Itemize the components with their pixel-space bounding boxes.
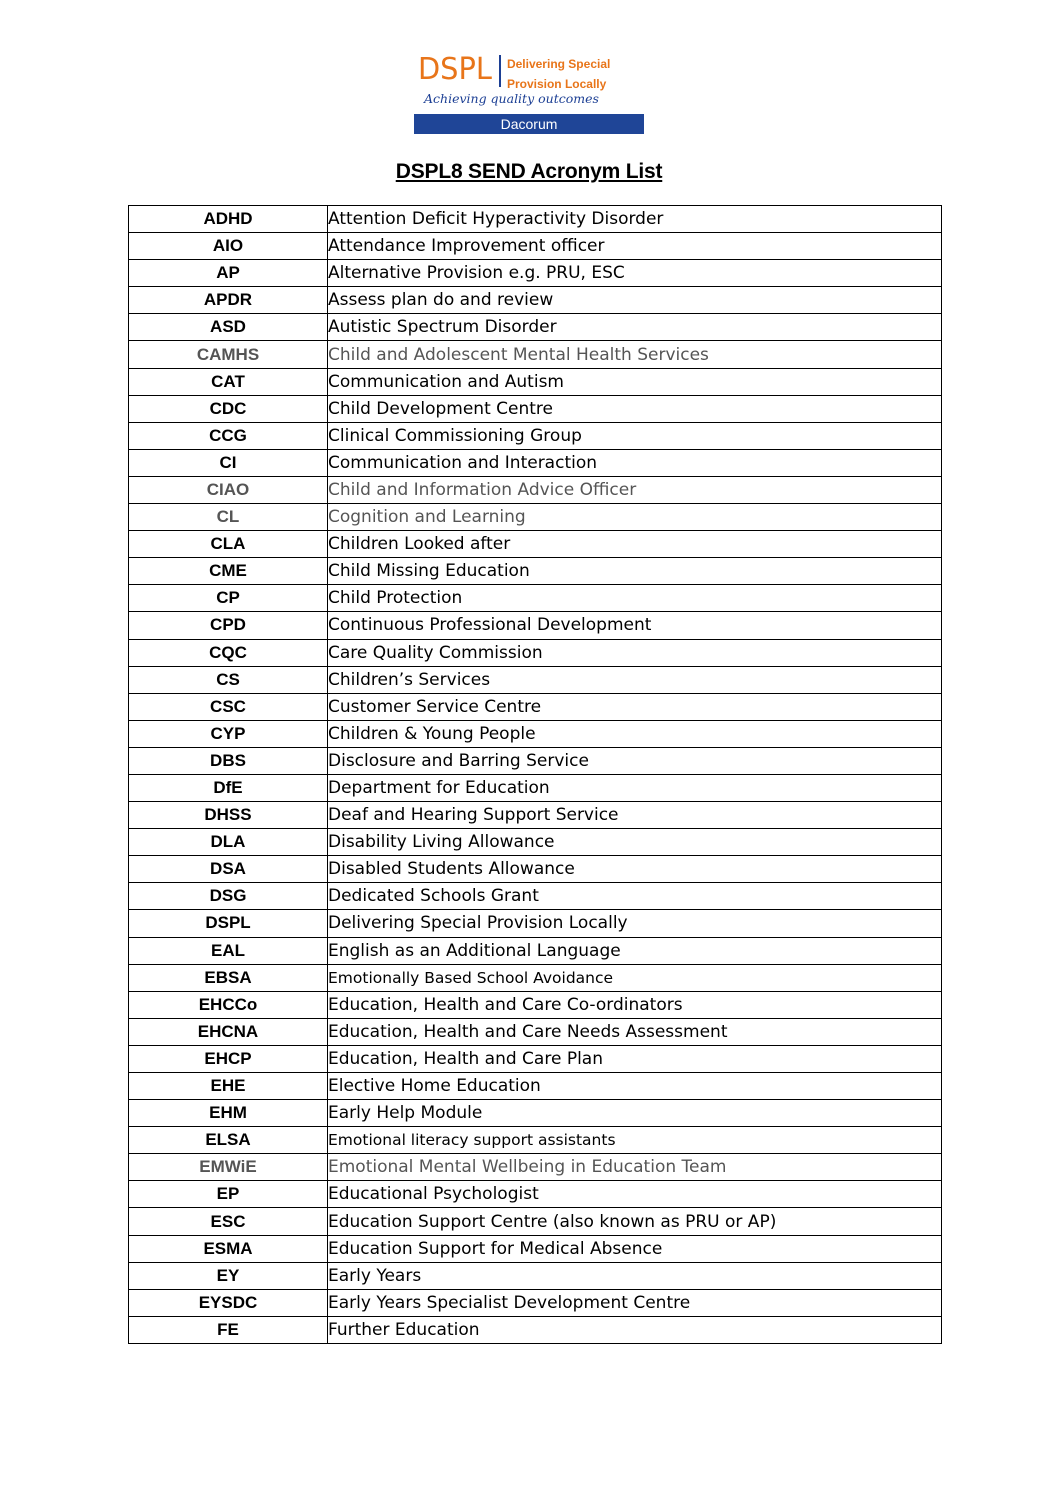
meaning-cell: Child Protection bbox=[328, 585, 942, 612]
meaning-cell: Alternative Provision e.g. PRU, ESC bbox=[328, 260, 942, 287]
meaning-cell: Child Missing Education bbox=[328, 558, 942, 585]
meaning-cell: Assess plan do and review bbox=[328, 287, 942, 314]
table-row bbox=[129, 666, 942, 693]
table-row bbox=[129, 612, 942, 639]
meaning-cell: Deaf and Hearing Support Service bbox=[328, 802, 942, 829]
meaning-cell: Dedicated Schools Grant bbox=[328, 883, 942, 910]
table-row bbox=[129, 558, 942, 585]
meaning-cell: Emotionally Based School Avoidance bbox=[328, 964, 942, 991]
table-row bbox=[129, 422, 942, 449]
acronym-cell: AIO bbox=[129, 233, 328, 260]
meaning-cell: Clinical Commissioning Group bbox=[328, 422, 942, 449]
table-row bbox=[129, 585, 942, 612]
table-row bbox=[129, 856, 942, 883]
meaning-cell: Early Years Specialist Development Centre bbox=[328, 1289, 942, 1316]
meaning-cell: Communication and Interaction bbox=[328, 449, 942, 476]
meaning-cell: Education, Health and Care Plan bbox=[328, 1045, 942, 1072]
meaning-cell: Children & Young People bbox=[328, 720, 942, 747]
meaning-cell: Customer Service Centre bbox=[328, 693, 942, 720]
acronym-cell: CS bbox=[129, 666, 328, 693]
acronym-cell: EBSA bbox=[129, 964, 328, 991]
acronym-cell: EMWiE bbox=[129, 1154, 328, 1181]
table-row bbox=[129, 287, 942, 314]
logo-line1: Delivering Special bbox=[506, 57, 611, 71]
table-row bbox=[129, 774, 942, 801]
meaning-cell: Communication and Autism bbox=[328, 368, 942, 395]
table-row bbox=[129, 476, 942, 503]
acronym-cell: DLA bbox=[129, 829, 328, 856]
acronym-table bbox=[128, 205, 942, 1344]
table-row bbox=[129, 829, 942, 856]
acronym-cell: FE bbox=[129, 1316, 328, 1343]
table-row bbox=[129, 449, 942, 476]
acronym-cell: CAMHS bbox=[129, 341, 328, 368]
table-row bbox=[129, 1045, 942, 1072]
acronym-cell: ESMA bbox=[129, 1235, 328, 1262]
acronym-cell: CP bbox=[129, 585, 328, 612]
acronym-cell: CLA bbox=[129, 531, 328, 558]
acronym-cell: CYP bbox=[129, 720, 328, 747]
meaning-cell: Care Quality Commission bbox=[328, 639, 942, 666]
acronym-cell: EYSDC bbox=[129, 1289, 328, 1316]
table-row bbox=[129, 1018, 942, 1045]
meaning-cell: Cognition and Learning bbox=[328, 504, 942, 531]
meaning-cell: Education Support Centre (also known as PRU or AP) bbox=[328, 1208, 942, 1235]
acronym-cell: CPD bbox=[129, 612, 328, 639]
acronym-table-body bbox=[129, 206, 942, 1344]
acronym-cell: ELSA bbox=[129, 1127, 328, 1154]
meaning-cell: Disabled Students Allowance bbox=[328, 856, 942, 883]
meaning-cell: Child and Adolescent Mental Health Services bbox=[328, 341, 942, 368]
acronym-cell: ESC bbox=[129, 1208, 328, 1235]
meaning-cell: Child Development Centre bbox=[328, 395, 942, 422]
meaning-cell: Child and Information Advice Officer bbox=[328, 476, 942, 503]
logo-line2: Provision Locally bbox=[506, 77, 607, 91]
logo-wordmark bbox=[418, 52, 610, 92]
table-row bbox=[129, 341, 942, 368]
meaning-cell: Attention Deficit Hyperactivity Disorder bbox=[328, 206, 942, 233]
table-row bbox=[129, 720, 942, 747]
table-row bbox=[129, 1235, 942, 1262]
table-row bbox=[129, 1208, 942, 1235]
acronym-cell: EAL bbox=[129, 937, 328, 964]
meaning-cell: Continuous Professional Development bbox=[328, 612, 942, 639]
acronym-cell: CQC bbox=[129, 639, 328, 666]
meaning-cell: Disclosure and Barring Service bbox=[328, 747, 942, 774]
meaning-cell: Children’s Services bbox=[328, 666, 942, 693]
table-row bbox=[129, 206, 942, 233]
meaning-cell: Delivering Special Provision Locally bbox=[328, 910, 942, 937]
acronym-cell: CDC bbox=[129, 395, 328, 422]
acronym-cell: DSA bbox=[129, 856, 328, 883]
acronym-cell: EHE bbox=[129, 1073, 328, 1100]
table-row bbox=[129, 1262, 942, 1289]
logo-divider bbox=[499, 55, 501, 87]
acronym-cell: AP bbox=[129, 260, 328, 287]
table-row bbox=[129, 883, 942, 910]
acronym-cell: CCG bbox=[129, 422, 328, 449]
logo-tagline: Achieving quality outcomes bbox=[424, 91, 599, 106]
meaning-cell: Emotional literacy support assistants bbox=[328, 1127, 942, 1154]
table-row bbox=[129, 1154, 942, 1181]
logo-area-band: Dacorum bbox=[414, 114, 644, 134]
table-row bbox=[129, 1073, 942, 1100]
table-row bbox=[129, 368, 942, 395]
table-row bbox=[129, 1181, 942, 1208]
dspl-logo bbox=[414, 52, 644, 134]
acronym-cell: CIAO bbox=[129, 476, 328, 503]
table-row bbox=[129, 1289, 942, 1316]
acronym-cell: CSC bbox=[129, 693, 328, 720]
meaning-cell: Education, Health and Care Co-ordinators bbox=[328, 991, 942, 1018]
acronym-cell: CAT bbox=[129, 368, 328, 395]
acronym-cell: EHCP bbox=[129, 1045, 328, 1072]
meaning-cell: Attendance Improvement officer bbox=[328, 233, 942, 260]
table-row bbox=[129, 260, 942, 287]
acronym-cell: DSG bbox=[129, 883, 328, 910]
table-row bbox=[129, 504, 942, 531]
meaning-cell: Educational Psychologist bbox=[328, 1181, 942, 1208]
table-row bbox=[129, 1127, 942, 1154]
meaning-cell: Early Help Module bbox=[328, 1100, 942, 1127]
acronym-cell: CME bbox=[129, 558, 328, 585]
acronym-cell: DSPL bbox=[129, 910, 328, 937]
page-title: DSPL8 SEND Acronym List bbox=[395, 160, 663, 183]
table-row bbox=[129, 747, 942, 774]
acronym-cell: ASD bbox=[129, 314, 328, 341]
table-row bbox=[129, 1316, 942, 1343]
meaning-cell: Children Looked after bbox=[328, 531, 942, 558]
acronym-cell: DHSS bbox=[129, 802, 328, 829]
acronym-cell: EHCNA bbox=[129, 1018, 328, 1045]
table-row bbox=[129, 395, 942, 422]
meaning-cell: Education, Health and Care Needs Assessment bbox=[328, 1018, 942, 1045]
acronym-cell: DfE bbox=[129, 774, 328, 801]
meaning-cell: Further Education bbox=[328, 1316, 942, 1343]
table-row bbox=[129, 802, 942, 829]
acronym-cell: DBS bbox=[129, 747, 328, 774]
acronym-cell: CL bbox=[129, 504, 328, 531]
meaning-cell: English as an Additional Language bbox=[328, 937, 942, 964]
table-row bbox=[129, 991, 942, 1018]
acronym-cell: EHCCo bbox=[129, 991, 328, 1018]
logo-name: DSPL bbox=[418, 52, 492, 87]
acronym-cell: ADHD bbox=[129, 206, 328, 233]
table-row bbox=[129, 937, 942, 964]
acronym-cell: EY bbox=[129, 1262, 328, 1289]
meaning-cell: Autistic Spectrum Disorder bbox=[328, 314, 942, 341]
table-row bbox=[129, 639, 942, 666]
table-row bbox=[129, 693, 942, 720]
acronym-cell: EP bbox=[129, 1181, 328, 1208]
acronym-cell: CI bbox=[129, 449, 328, 476]
meaning-cell: Emotional Mental Wellbeing in Education Team bbox=[328, 1154, 942, 1181]
meaning-cell: Department for Education bbox=[328, 774, 942, 801]
table-row bbox=[129, 910, 942, 937]
logo-subtitle bbox=[507, 52, 610, 92]
meaning-cell: Disability Living Allowance bbox=[328, 829, 942, 856]
table-row bbox=[129, 531, 942, 558]
meaning-cell: Elective Home Education bbox=[328, 1073, 942, 1100]
table-row bbox=[129, 1100, 942, 1127]
acronym-cell: APDR bbox=[129, 287, 328, 314]
meaning-cell: Education Support for Medical Absence bbox=[328, 1235, 942, 1262]
acronym-cell: EHM bbox=[129, 1100, 328, 1127]
meaning-cell: Early Years bbox=[328, 1262, 942, 1289]
table-row bbox=[129, 314, 942, 341]
table-row bbox=[129, 233, 942, 260]
table-row bbox=[129, 964, 942, 991]
